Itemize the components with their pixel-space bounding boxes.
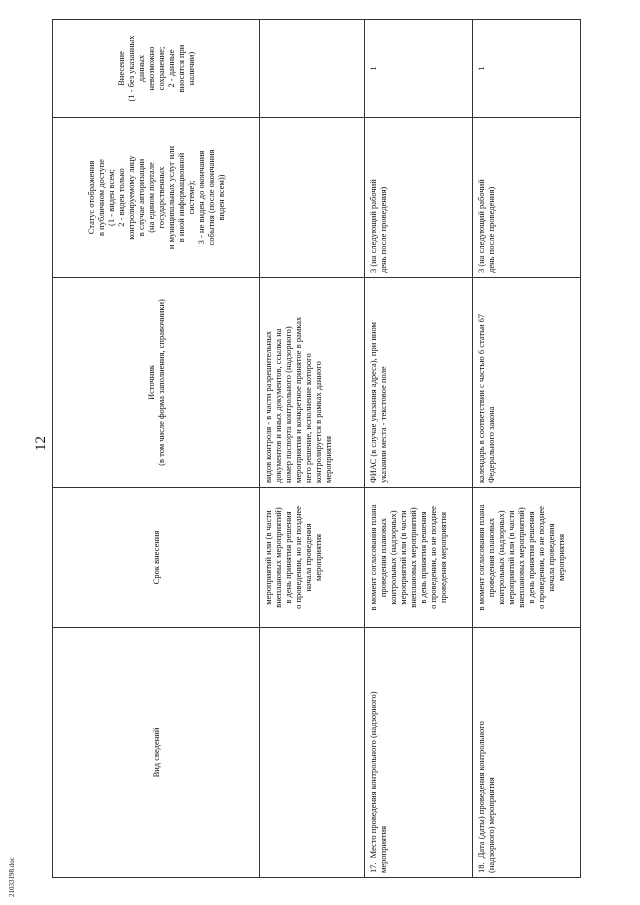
cell-kind [473,628,581,878]
cell-source: видов контроля - в части разрешительных документов и иных документов, ссылка на номер паспорта контрольного (надзорного) мероприятия и конкретное принятое в рамках него решение, исполнение которого контролируется в рамках данного мероприятия [260,278,365,488]
cell-kind [260,628,365,878]
row-number: 17. [368,862,378,873]
document-filename: 21033198.doc [8,857,16,897]
cell-kind [365,628,473,878]
kind-text: Дата (даты) проведения контрольного (надзорного) мероприятия [476,721,497,873]
cell-status: 3 (на следующий рабочий день после проведения) [473,118,581,278]
header-kind: Вид сведений [53,628,260,878]
header-deadline: Срок внесения [53,488,260,628]
cell-deadline: мероприятий или (в части внеплановых мероприятий) в день принятия решения о проведении, но не позднее начала проведения мероприятия [260,488,365,628]
page-number: 12 [33,436,49,451]
cell-required [260,20,365,118]
row-number: 18. [476,862,486,873]
kind-text: Место проведения контрольного (надзорного) мероприятия [368,691,389,873]
cell-status: 3 (на следующий рабочий день после проведения) [365,118,473,278]
requirements-table [52,19,581,878]
header-required: Внесение (1 - без указанных данных невозможно сохранение; 2 - данные вносятся при наличии) [53,20,260,118]
table-container [52,20,572,878]
cell-status [260,118,365,278]
header-status: Статус отображения в публичном доступе (1 - виден всем; 2 - виден только контролируемому лицу в случае авторизации (на едином портале государственных и муниципальных услуг или в иной информационной системе); 3 - не виден до окончания события (после окончания виден всем)) [53,118,260,278]
cell-source: календарь в соответствии с частью 6 статьи 67 Федерального закона [473,278,581,488]
table-row [365,20,473,878]
cell-required: 1 [365,20,473,118]
table-row [473,20,581,878]
cell-deadline: в момент согласования плана проведения плановых контрольных (надзорных) мероприятий или (в части внеплановых мероприятий) в день принятия решения о проведении, но не позднее начала проведения мероприятия [473,488,581,628]
cell-source: ФИАС (в случае указания адреса), при ином указании места - текстовое поле [365,278,473,488]
cell-deadline: в момент согласования плана проведения плановых контрольных (надзорных) мероприятий или (в части внеплановых мероприятий) в день принятия решения о проведении, но не позднее проведения мероприятия [365,488,473,628]
table-header-row [53,20,260,878]
table-row [260,20,365,878]
header-source: Источник (в том числе форма заполнения, справочники) [53,278,260,488]
cell-required: 1 [473,20,581,118]
